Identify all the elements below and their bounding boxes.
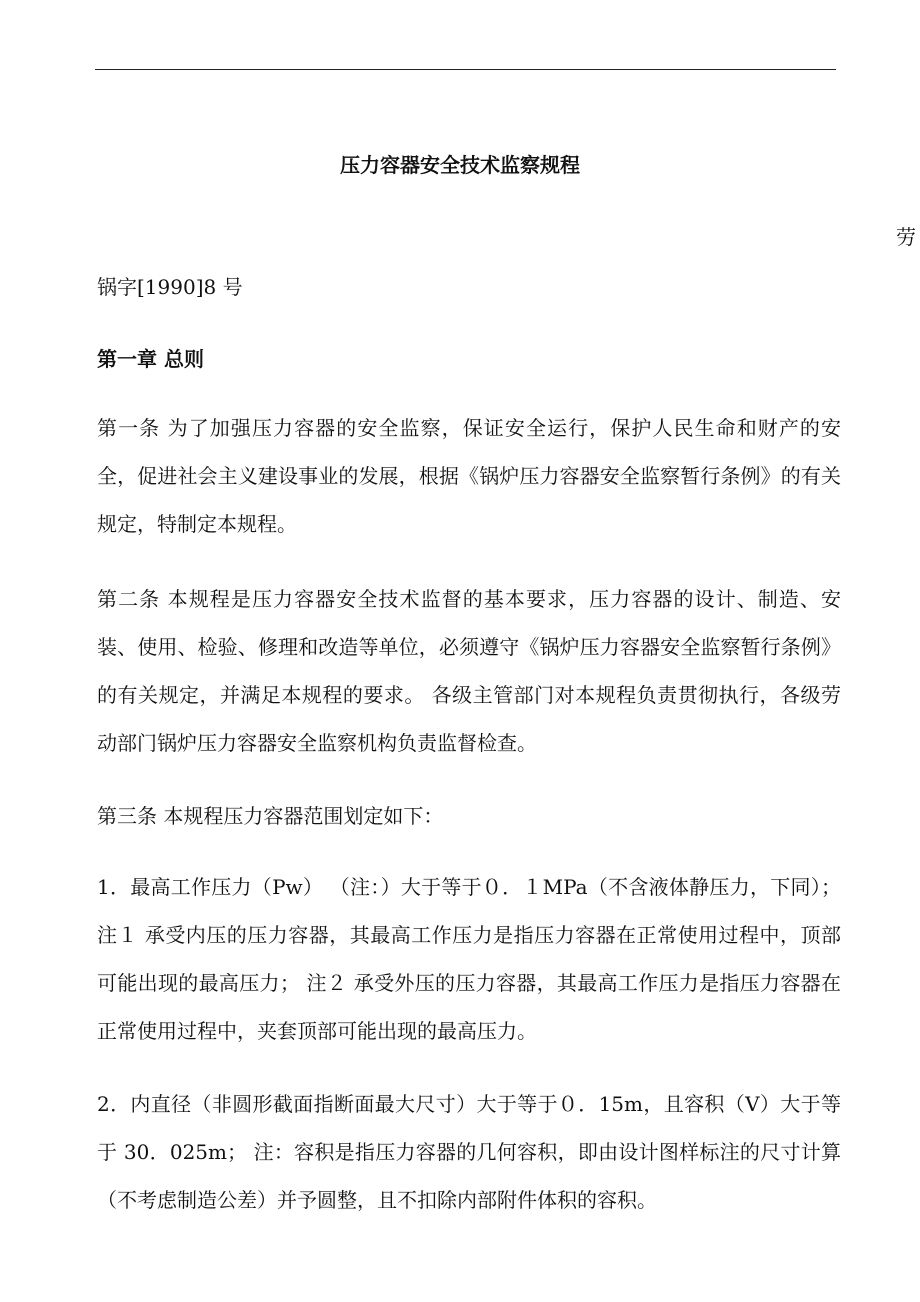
chapter-heading: 第一章 总则	[97, 347, 204, 371]
article-1: 第一条 为了加强压力容器的安全监察，保证安全运行，保护人民生命和财产的安全，促进社会主义建设事业的发展，根据《锅炉压力容器安全监察暂行条例》的有关规定，特制定本规程。	[97, 416, 841, 536]
article-2: 第二条 本规程是压力容器安全技术监督的基本要求，压力容器的设计、制造、安装、使用、检验、修理和改造等单位，必须遵守《锅炉压力容器安全监察暂行条例》的有关规定，并满足本规程的要求。 各级主管部门对本规程负责贯彻执行，各级劳动部门锅炉压力容器安全监察机构负责监督检查。	[97, 587, 841, 755]
header-rule	[95, 69, 836, 70]
document-title: 压力容器安全技术监察规程	[340, 153, 580, 177]
scope-item-1: 1．最高工作压力（Pw） （注：）大于等于０．１MPa（不含液体静压力，下同）； 注１ 承受内压的压力容器，其最高工作压力是指压力容器在正常使用过程中，顶部可能出现的最高压力； 注２ 承受外压的压力容器，其最高工作压力是指压力容器在正常使用过程中，夹套顶部可能出现的最高压力。	[97, 875, 841, 1043]
page-edge-character: 劳	[896, 225, 916, 249]
document-number: 锅字[1990]8 号	[97, 275, 243, 299]
scope-item-2: 2．内直径（非圆形截面指断面最大尺寸）大于等于０．15m，且容积（V）大于等于 30．025m； 注：容积是指压力容器的几何容积，即由设计图样标注的尺寸计算（不考虑制造公差）并予圆整，且不扣除内部附件体积的容积。	[97, 1092, 841, 1212]
article-3: 第三条 本规程压力容器范围划定如下：	[97, 804, 444, 828]
